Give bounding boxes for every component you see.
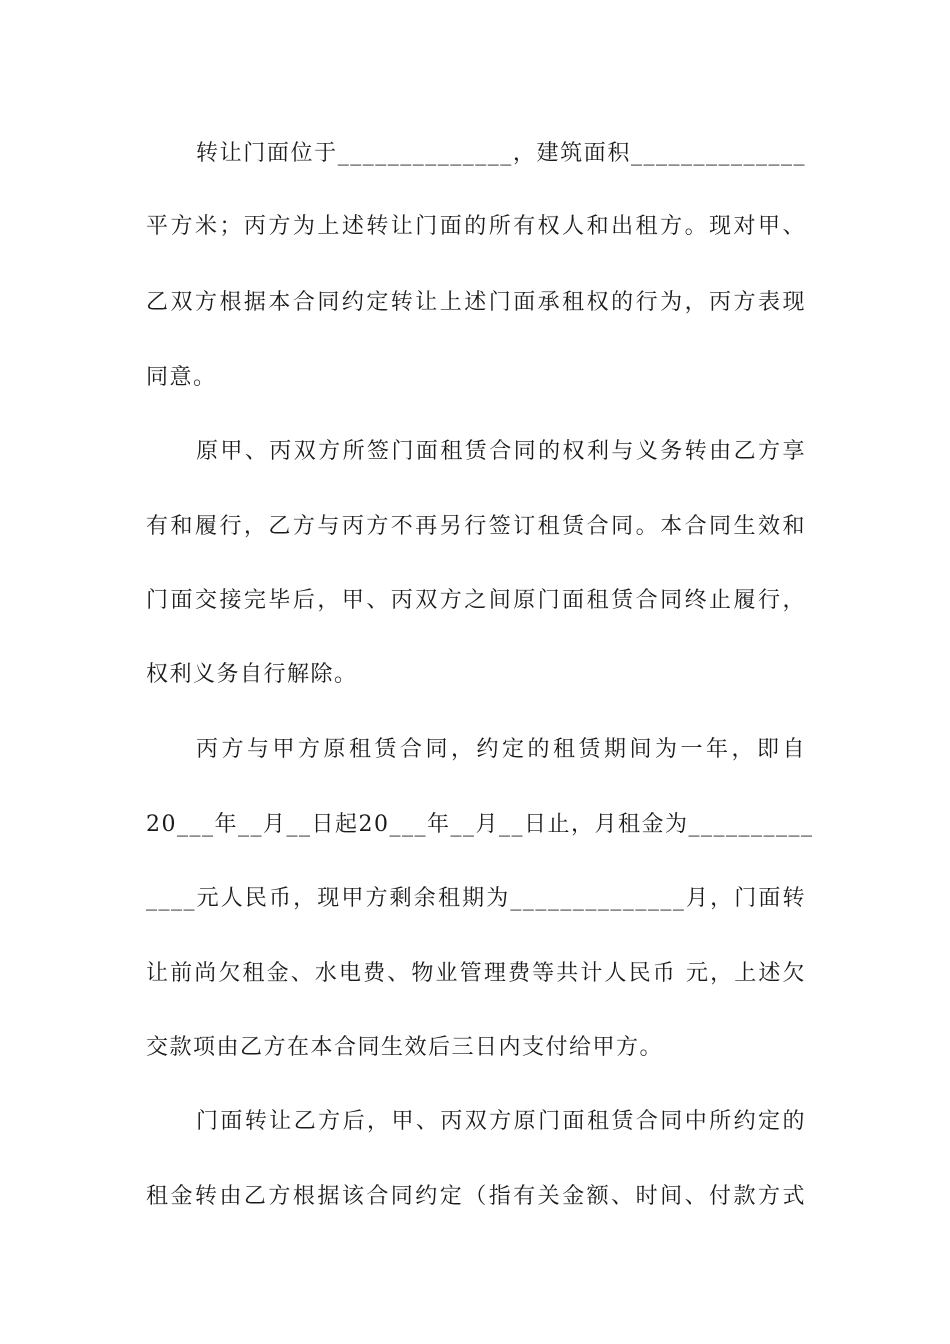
paragraph-4-line-2: 租金转由乙方根据该合同约定（指有关金额、时间、付款方式 <box>146 1184 806 1209</box>
paragraph-3-line-1: 丙方与甲方原租赁合同，约定的租赁期间为一年，即自 <box>196 737 806 762</box>
paragraph-2-line-3: 门面交接完毕后，甲、丙双方之间原门面租赁合同终止履行， <box>146 588 806 613</box>
paragraph-4-line-1: 门面转让乙方后，甲、丙双方原门面租赁合同中所约定的 <box>196 1109 806 1134</box>
paragraph-2-line-1: 原甲、丙双方所签门面租赁合同的权利与义务转由乙方享 <box>196 439 806 464</box>
paragraph-3-line-5: 交款项由乙方在本合同生效后三日内支付给甲方。 <box>146 1035 664 1060</box>
paragraph-3-line-3: ____元人民币，现甲方剩余租期为______________月，门面转 <box>146 886 806 911</box>
paragraph-3-line-2: 20___年__月__日起20___年__月__日止，月租金为__________ <box>146 812 814 837</box>
paragraph-1-line-2: 平方米；丙方为上述转让门面的所有权人和出租方。现对甲、 <box>146 214 806 239</box>
paragraph-1-line-1: 转让门面位于______________，建筑面积______________ <box>196 141 806 166</box>
paragraph-1-line-4: 同意。 <box>146 365 217 390</box>
paragraph-2-line-4: 权利义务自行解除。 <box>146 662 358 687</box>
paragraph-1-line-3: 乙双方根据本合同约定转让上述门面承租权的行为，丙方表现 <box>146 290 806 315</box>
paragraph-3-line-4: 让前尚欠租金、水电费、物业管理费等共计人民币 元，上述欠 <box>146 961 806 986</box>
paragraph-2-line-2: 有和履行，乙方与丙方不再另行签订租赁合同。本合同生效和 <box>146 514 806 539</box>
